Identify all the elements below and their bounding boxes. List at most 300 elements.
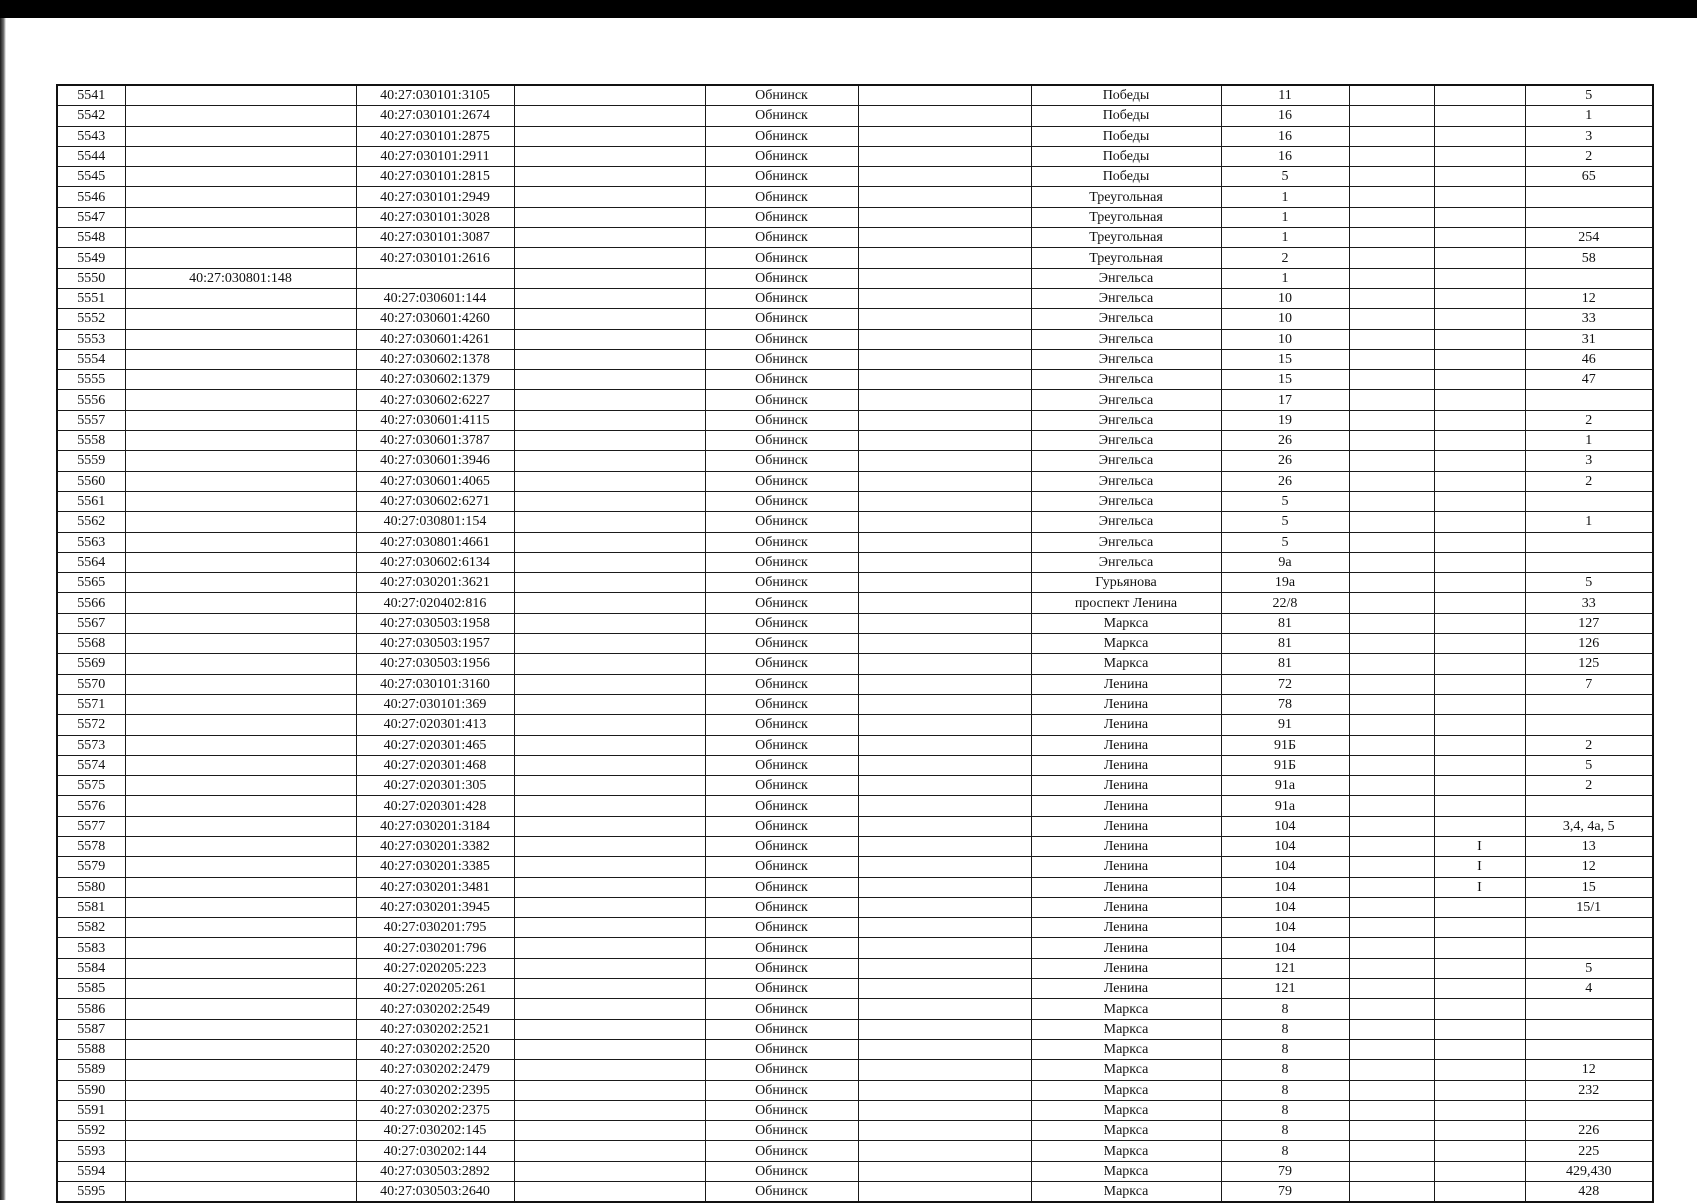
- street-cell: Победы: [1031, 126, 1221, 146]
- apartment-cell: 254: [1525, 228, 1653, 248]
- building-cell: [1434, 1182, 1525, 1203]
- house-cell: 15: [1221, 349, 1349, 369]
- blank-cell: [1349, 857, 1434, 877]
- house-cell: 16: [1221, 106, 1349, 126]
- blank-cell: [514, 349, 705, 369]
- row-number: 5555: [57, 370, 125, 390]
- blank-cell: [858, 167, 1031, 187]
- apartment-cell: 127: [1525, 613, 1653, 633]
- table-row: [57, 573, 1653, 593]
- building-cell: [1434, 1039, 1525, 1059]
- cadastral-number-a: [125, 1161, 356, 1181]
- blank-cell: [1349, 694, 1434, 714]
- row-number: 5560: [57, 471, 125, 491]
- blank-cell: [1349, 1100, 1434, 1120]
- house-cell: 10: [1221, 329, 1349, 349]
- cadastral-number-a: [125, 897, 356, 917]
- cadastral-number-a: [125, 187, 356, 207]
- cadastral-number-a: [125, 1019, 356, 1039]
- street-cell: Треугольная: [1031, 248, 1221, 268]
- street-cell: Маркса: [1031, 1121, 1221, 1141]
- blank-cell: [514, 1019, 705, 1039]
- table-row: [57, 1121, 1653, 1141]
- row-number: 5577: [57, 816, 125, 836]
- building-cell: [1434, 167, 1525, 187]
- cadastral-number-b: 40:27:030101:3105: [356, 85, 514, 106]
- table-row: [57, 1039, 1653, 1059]
- blank-cell: [1349, 552, 1434, 572]
- table-row: [57, 451, 1653, 471]
- cadastral-number-b: 40:27:030201:3184: [356, 816, 514, 836]
- apartment-cell: 2: [1525, 735, 1653, 755]
- cadastral-number-a: [125, 491, 356, 511]
- property-registry-table: [56, 84, 1654, 1203]
- house-cell: 5: [1221, 512, 1349, 532]
- blank-cell: [858, 370, 1031, 390]
- building-cell: [1434, 532, 1525, 552]
- cadastral-number-a: [125, 715, 356, 735]
- street-cell: Энгельса: [1031, 552, 1221, 572]
- street-cell: Маркса: [1031, 1100, 1221, 1120]
- table-row: [57, 979, 1653, 999]
- blank-cell: [1349, 897, 1434, 917]
- cadastral-number-a: [125, 613, 356, 633]
- blank-cell: [1349, 532, 1434, 552]
- table-row: [57, 1141, 1653, 1161]
- street-cell: Энгельса: [1031, 349, 1221, 369]
- blank-cell: [514, 106, 705, 126]
- building-cell: [1434, 938, 1525, 958]
- house-cell: 81: [1221, 613, 1349, 633]
- blank-cell: [858, 1141, 1031, 1161]
- cadastral-number-b: 40:27:030101:369: [356, 694, 514, 714]
- apartment-cell: 12: [1525, 857, 1653, 877]
- row-number: 5565: [57, 573, 125, 593]
- apartment-cell: 15/1: [1525, 897, 1653, 917]
- building-cell: [1434, 776, 1525, 796]
- table-row: [57, 187, 1653, 207]
- apartment-cell: 47: [1525, 370, 1653, 390]
- house-cell: 2: [1221, 248, 1349, 268]
- street-cell: Маркса: [1031, 1182, 1221, 1203]
- blank-cell: [858, 674, 1031, 694]
- cadastral-number-a: [125, 288, 356, 308]
- blank-cell: [1349, 248, 1434, 268]
- cadastral-number-a: [125, 106, 356, 126]
- street-cell: Энгельса: [1031, 390, 1221, 410]
- cadastral-number-b: 40:27:030202:2520: [356, 1039, 514, 1059]
- blank-cell: [514, 228, 705, 248]
- blank-cell: [1349, 816, 1434, 836]
- cadastral-number-a: [125, 694, 356, 714]
- cadastral-number-b: 40:27:030202:2395: [356, 1080, 514, 1100]
- street-cell: Маркса: [1031, 1019, 1221, 1039]
- blank-cell: [858, 857, 1031, 877]
- city-cell: Обнинск: [705, 999, 858, 1019]
- row-number: 5580: [57, 877, 125, 897]
- row-number: 5554: [57, 349, 125, 369]
- table-row: [57, 999, 1653, 1019]
- city-cell: Обнинск: [705, 1019, 858, 1039]
- blank-cell: [1349, 390, 1434, 410]
- row-number: 5541: [57, 85, 125, 106]
- blank-cell: [514, 755, 705, 775]
- blank-cell: [514, 796, 705, 816]
- table-row: [57, 431, 1653, 451]
- row-number: 5582: [57, 918, 125, 938]
- city-cell: Обнинск: [705, 674, 858, 694]
- blank-cell: [514, 1121, 705, 1141]
- blank-cell: [858, 1019, 1031, 1039]
- street-cell: Ленина: [1031, 674, 1221, 694]
- house-cell: 104: [1221, 877, 1349, 897]
- blank-cell: [514, 735, 705, 755]
- apartment-cell: 33: [1525, 309, 1653, 329]
- city-cell: Обнинск: [705, 694, 858, 714]
- cadastral-number-a: [125, 938, 356, 958]
- cadastral-number-b: 40:27:020301:468: [356, 755, 514, 775]
- blank-cell: [1349, 167, 1434, 187]
- apartment-cell: 13: [1525, 836, 1653, 856]
- blank-cell: [514, 674, 705, 694]
- cadastral-number-b: 40:27:030602:6227: [356, 390, 514, 410]
- blank-cell: [514, 1080, 705, 1100]
- city-cell: Обнинск: [705, 836, 858, 856]
- table-row: [57, 390, 1653, 410]
- table-row: [57, 248, 1653, 268]
- city-cell: Обнинск: [705, 552, 858, 572]
- blank-cell: [1349, 593, 1434, 613]
- cadastral-number-a: [125, 796, 356, 816]
- table-row: [57, 228, 1653, 248]
- row-number: 5591: [57, 1100, 125, 1120]
- table-row: [57, 126, 1653, 146]
- cadastral-number-b: 40:27:030601:4261: [356, 329, 514, 349]
- cadastral-number-b: 40:27:020301:465: [356, 735, 514, 755]
- house-cell: 72: [1221, 674, 1349, 694]
- table-row: [57, 735, 1653, 755]
- cadastral-number-b: 40:27:030503:1958: [356, 613, 514, 633]
- cadastral-number-a: [125, 512, 356, 532]
- city-cell: Обнинск: [705, 451, 858, 471]
- street-cell: Энгельса: [1031, 491, 1221, 511]
- blank-cell: [1349, 634, 1434, 654]
- building-cell: [1434, 146, 1525, 166]
- street-cell: Победы: [1031, 106, 1221, 126]
- row-number: 5576: [57, 796, 125, 816]
- blank-cell: [1349, 735, 1434, 755]
- cadastral-number-b: 40:27:030601:144: [356, 288, 514, 308]
- cadastral-number-a: [125, 451, 356, 471]
- cadastral-number-a: [125, 958, 356, 978]
- row-number: 5573: [57, 735, 125, 755]
- blank-cell: [514, 370, 705, 390]
- street-cell: Маркса: [1031, 613, 1221, 633]
- city-cell: Обнинск: [705, 349, 858, 369]
- blank-cell: [858, 349, 1031, 369]
- cadastral-number-b: 40:27:030201:3481: [356, 877, 514, 897]
- city-cell: Обнинск: [705, 512, 858, 532]
- row-number: 5588: [57, 1039, 125, 1059]
- apartment-cell: 4: [1525, 979, 1653, 999]
- row-number: 5569: [57, 654, 125, 674]
- city-cell: Обнинск: [705, 593, 858, 613]
- blank-cell: [1349, 431, 1434, 451]
- cadastral-number-a: [125, 836, 356, 856]
- city-cell: Обнинск: [705, 634, 858, 654]
- blank-cell: [1349, 512, 1434, 532]
- apartment-cell: 1: [1525, 431, 1653, 451]
- city-cell: Обнинск: [705, 979, 858, 999]
- apartment-cell: 12: [1525, 1060, 1653, 1080]
- house-cell: 79: [1221, 1182, 1349, 1203]
- building-cell: [1434, 1080, 1525, 1100]
- blank-cell: [514, 857, 705, 877]
- row-number: 5595: [57, 1182, 125, 1203]
- house-cell: 104: [1221, 816, 1349, 836]
- blank-cell: [514, 1182, 705, 1203]
- blank-cell: [858, 106, 1031, 126]
- cadastral-number-b: 40:27:030101:3028: [356, 207, 514, 227]
- blank-cell: [1349, 918, 1434, 938]
- table-row: [57, 634, 1653, 654]
- city-cell: Обнинск: [705, 1161, 858, 1181]
- cadastral-number-a: [125, 1080, 356, 1100]
- row-number: 5570: [57, 674, 125, 694]
- house-cell: 8: [1221, 1100, 1349, 1120]
- row-number: 5593: [57, 1141, 125, 1161]
- blank-cell: [858, 735, 1031, 755]
- apartment-cell: 429,430: [1525, 1161, 1653, 1181]
- blank-cell: [858, 979, 1031, 999]
- blank-cell: [1349, 106, 1434, 126]
- street-cell: Маркса: [1031, 1080, 1221, 1100]
- scan-top-border: [0, 0, 1697, 18]
- cadastral-number-a: 40:27:030801:148: [125, 268, 356, 288]
- blank-cell: [858, 471, 1031, 491]
- blank-cell: [514, 897, 705, 917]
- cadastral-number-a: [125, 126, 356, 146]
- registry-rows: [57, 85, 1653, 1202]
- row-number: 5561: [57, 491, 125, 511]
- table-row: [57, 146, 1653, 166]
- blank-cell: [858, 309, 1031, 329]
- cadastral-number-a: [125, 431, 356, 451]
- apartment-cell: 65: [1525, 167, 1653, 187]
- street-cell: Энгельса: [1031, 532, 1221, 552]
- table-row: [57, 491, 1653, 511]
- blank-cell: [858, 796, 1031, 816]
- cadastral-number-b: 40:27:030801:154: [356, 512, 514, 532]
- blank-cell: [514, 593, 705, 613]
- blank-cell: [1349, 1141, 1434, 1161]
- blank-cell: [858, 715, 1031, 735]
- blank-cell: [514, 288, 705, 308]
- blank-cell: [1349, 1182, 1434, 1203]
- cadastral-number-a: [125, 674, 356, 694]
- cadastral-number-a: [125, 857, 356, 877]
- building-cell: [1434, 816, 1525, 836]
- blank-cell: [1349, 370, 1434, 390]
- apartment-cell: [1525, 491, 1653, 511]
- building-cell: [1434, 228, 1525, 248]
- building-cell: [1434, 958, 1525, 978]
- blank-cell: [514, 816, 705, 836]
- blank-cell: [858, 836, 1031, 856]
- table-row: [57, 654, 1653, 674]
- blank-cell: [1349, 85, 1434, 106]
- cadastral-number-b: 40:27:030101:3087: [356, 228, 514, 248]
- building-cell: [1434, 390, 1525, 410]
- house-cell: 8: [1221, 1060, 1349, 1080]
- table-row: [57, 796, 1653, 816]
- apartment-cell: 1: [1525, 512, 1653, 532]
- blank-cell: [858, 634, 1031, 654]
- building-cell: [1434, 1060, 1525, 1080]
- cadastral-number-a: [125, 146, 356, 166]
- blank-cell: [858, 613, 1031, 633]
- row-number: 5564: [57, 552, 125, 572]
- house-cell: 15: [1221, 370, 1349, 390]
- cadastral-number-b: [356, 268, 514, 288]
- blank-cell: [1349, 776, 1434, 796]
- blank-cell: [1349, 309, 1434, 329]
- blank-cell: [514, 999, 705, 1019]
- blank-cell: [1349, 674, 1434, 694]
- blank-cell: [858, 1080, 1031, 1100]
- street-cell: Маркса: [1031, 1060, 1221, 1080]
- house-cell: 104: [1221, 918, 1349, 938]
- house-cell: 5: [1221, 167, 1349, 187]
- blank-cell: [1349, 877, 1434, 897]
- blank-cell: [514, 918, 705, 938]
- cadastral-number-b: 40:27:030601:3946: [356, 451, 514, 471]
- street-cell: Ленина: [1031, 857, 1221, 877]
- city-cell: Обнинск: [705, 897, 858, 917]
- city-cell: Обнинск: [705, 207, 858, 227]
- house-cell: 9а: [1221, 552, 1349, 572]
- blank-cell: [1349, 938, 1434, 958]
- street-cell: Ленина: [1031, 918, 1221, 938]
- apartment-cell: 126: [1525, 634, 1653, 654]
- building-cell: [1434, 552, 1525, 572]
- building-cell: [1434, 1141, 1525, 1161]
- city-cell: Обнинск: [705, 796, 858, 816]
- blank-cell: [514, 512, 705, 532]
- cadastral-number-a: [125, 1141, 356, 1161]
- house-cell: 91: [1221, 715, 1349, 735]
- table-row: [57, 1100, 1653, 1120]
- cadastral-number-b: 40:27:030202:2375: [356, 1100, 514, 1120]
- cadastral-number-b: 40:27:030601:4065: [356, 471, 514, 491]
- cadastral-number-b: 40:27:030101:2815: [356, 167, 514, 187]
- row-number: 5585: [57, 979, 125, 999]
- table-row: [57, 1182, 1653, 1203]
- table-row: [57, 897, 1653, 917]
- blank-cell: [514, 451, 705, 471]
- cadastral-number-b: 40:27:030602:6134: [356, 552, 514, 572]
- blank-cell: [514, 776, 705, 796]
- house-cell: 17: [1221, 390, 1349, 410]
- blank-cell: [514, 877, 705, 897]
- building-cell: [1434, 1161, 1525, 1181]
- city-cell: Обнинск: [705, 187, 858, 207]
- table-row: [57, 370, 1653, 390]
- cadastral-number-a: [125, 532, 356, 552]
- blank-cell: [858, 187, 1031, 207]
- cadastral-number-b: 40:27:030201:3382: [356, 836, 514, 856]
- cadastral-number-b: 40:27:030201:796: [356, 938, 514, 958]
- house-cell: 104: [1221, 938, 1349, 958]
- building-cell: [1434, 1121, 1525, 1141]
- apartment-cell: 232: [1525, 1080, 1653, 1100]
- building-cell: [1434, 349, 1525, 369]
- blank-cell: [1349, 146, 1434, 166]
- blank-cell: [1349, 126, 1434, 146]
- city-cell: Обнинск: [705, 1121, 858, 1141]
- blank-cell: [514, 248, 705, 268]
- row-number: 5579: [57, 857, 125, 877]
- cadastral-number-b: 40:27:030202:2549: [356, 999, 514, 1019]
- blank-cell: [514, 268, 705, 288]
- street-cell: Ленина: [1031, 958, 1221, 978]
- cadastral-number-a: [125, 1060, 356, 1080]
- city-cell: Обнинск: [705, 309, 858, 329]
- blank-cell: [514, 836, 705, 856]
- house-cell: 104: [1221, 836, 1349, 856]
- house-cell: 19: [1221, 410, 1349, 430]
- blank-cell: [514, 167, 705, 187]
- row-number: 5546: [57, 187, 125, 207]
- blank-cell: [514, 715, 705, 735]
- table-row: [57, 816, 1653, 836]
- apartment-cell: [1525, 532, 1653, 552]
- house-cell: 121: [1221, 958, 1349, 978]
- house-cell: 78: [1221, 694, 1349, 714]
- table-row: [57, 85, 1653, 106]
- cadastral-number-b: 40:27:030201:3945: [356, 897, 514, 917]
- city-cell: Обнинск: [705, 390, 858, 410]
- table-row: [57, 167, 1653, 187]
- row-number: 5571: [57, 694, 125, 714]
- street-cell: Ленина: [1031, 897, 1221, 917]
- city-cell: Обнинск: [705, 1100, 858, 1120]
- blank-cell: [1349, 1019, 1434, 1039]
- cadastral-number-a: [125, 248, 356, 268]
- table-row: [57, 1060, 1653, 1080]
- house-cell: 81: [1221, 654, 1349, 674]
- apartment-cell: 225: [1525, 1141, 1653, 1161]
- row-number: 5548: [57, 228, 125, 248]
- blank-cell: [858, 228, 1031, 248]
- table-row: [57, 288, 1653, 308]
- building-cell: [1434, 573, 1525, 593]
- table-row: [57, 1019, 1653, 1039]
- apartment-cell: [1525, 187, 1653, 207]
- building-cell: [1434, 512, 1525, 532]
- apartment-cell: 7: [1525, 674, 1653, 694]
- house-cell: 10: [1221, 309, 1349, 329]
- building-cell: [1434, 796, 1525, 816]
- street-cell: Маркса: [1031, 634, 1221, 654]
- cadastral-number-b: 40:27:030202:2521: [356, 1019, 514, 1039]
- apartment-cell: [1525, 552, 1653, 572]
- street-cell: Ленина: [1031, 836, 1221, 856]
- building-cell: I: [1434, 857, 1525, 877]
- row-number: 5543: [57, 126, 125, 146]
- city-cell: Обнинск: [705, 1182, 858, 1203]
- row-number: 5575: [57, 776, 125, 796]
